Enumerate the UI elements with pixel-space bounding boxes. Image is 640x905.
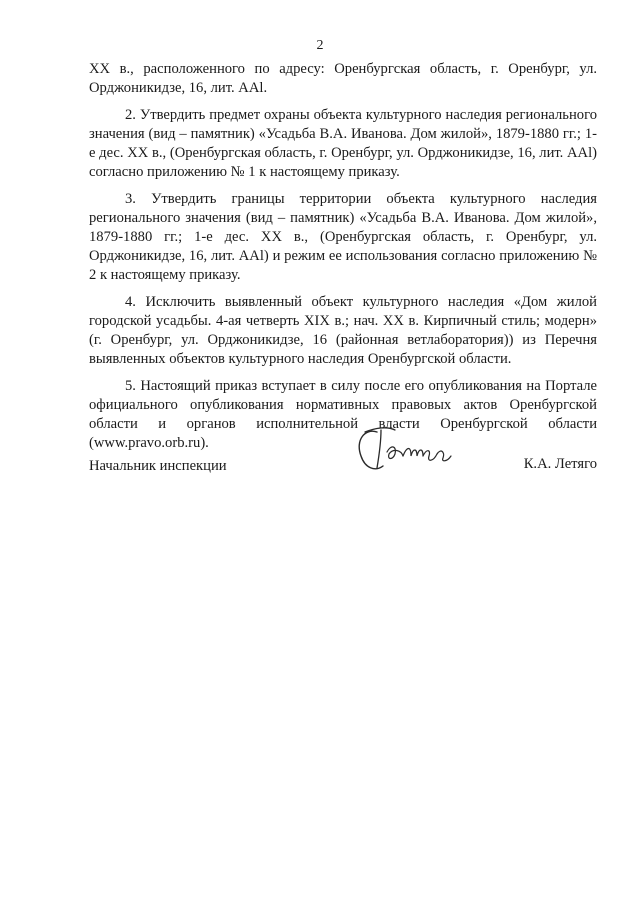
document-body bbox=[89, 60, 597, 461]
paragraph-item-2: 2. Утвердить предмет охраны объекта культурного наследия регионального значения (вид – памятник) «Усадьба В.А. Иванова. Дом жилой», 1879-1880 гг.; 1-е дес. XX в., (Оренбургская область, г. Оренбург, ул. Орджоникидзе, 16, лит. ААl) согласно приложению № 1 к настоящему приказу. bbox=[89, 107, 597, 180]
paragraph-item-4: 4. Исключить выявленный объект культурного наследия «Дом жилой городской усадьбы. 4-ая четверть XIX в.; нач. XX в. Кирпичный стиль; модерн» (г. Оренбург, ул. Орджоникидзе, 16 (районная ветлаборатория)) из Перечня выявленных объектов культурного наследия Оренбургской области. bbox=[89, 294, 597, 367]
paragraph-item-3: 3. Утвердить границы территории объекта культурного наследия регионального значения (вид – памятник) «Усадьба В.А. Иванова. Дом жилой», 1879-1880 гг.; 1-е дес. XX в., (Оренбургская область, г. Оренбург, ул. Орджоникидзе, 16, лит. ААl) и режим ее использования согласно приложению № 2 к настоящему приказу. bbox=[89, 191, 597, 283]
signatory-name: К.А. Летяго bbox=[523, 456, 597, 472]
signature-block bbox=[89, 422, 597, 482]
handwritten-signature bbox=[351, 422, 461, 478]
page-number: 2 bbox=[316, 38, 324, 53]
signatory-position: Начальник инспекции bbox=[89, 458, 227, 474]
paragraph-item-5: 5. Настоящий приказ вступает в силу после его опубликования на Портале официального опубликования нормативных правовых актов Оренбургской области и органов исполнительной власти Оренбургской области (www.pravo.orb.ru). bbox=[89, 378, 597, 451]
paragraph-continuation: XX в., расположенного по адресу: Оренбургская область, г. Оренбург, ул. Орджоникидзе, 16, лит. ААl. bbox=[89, 61, 597, 96]
